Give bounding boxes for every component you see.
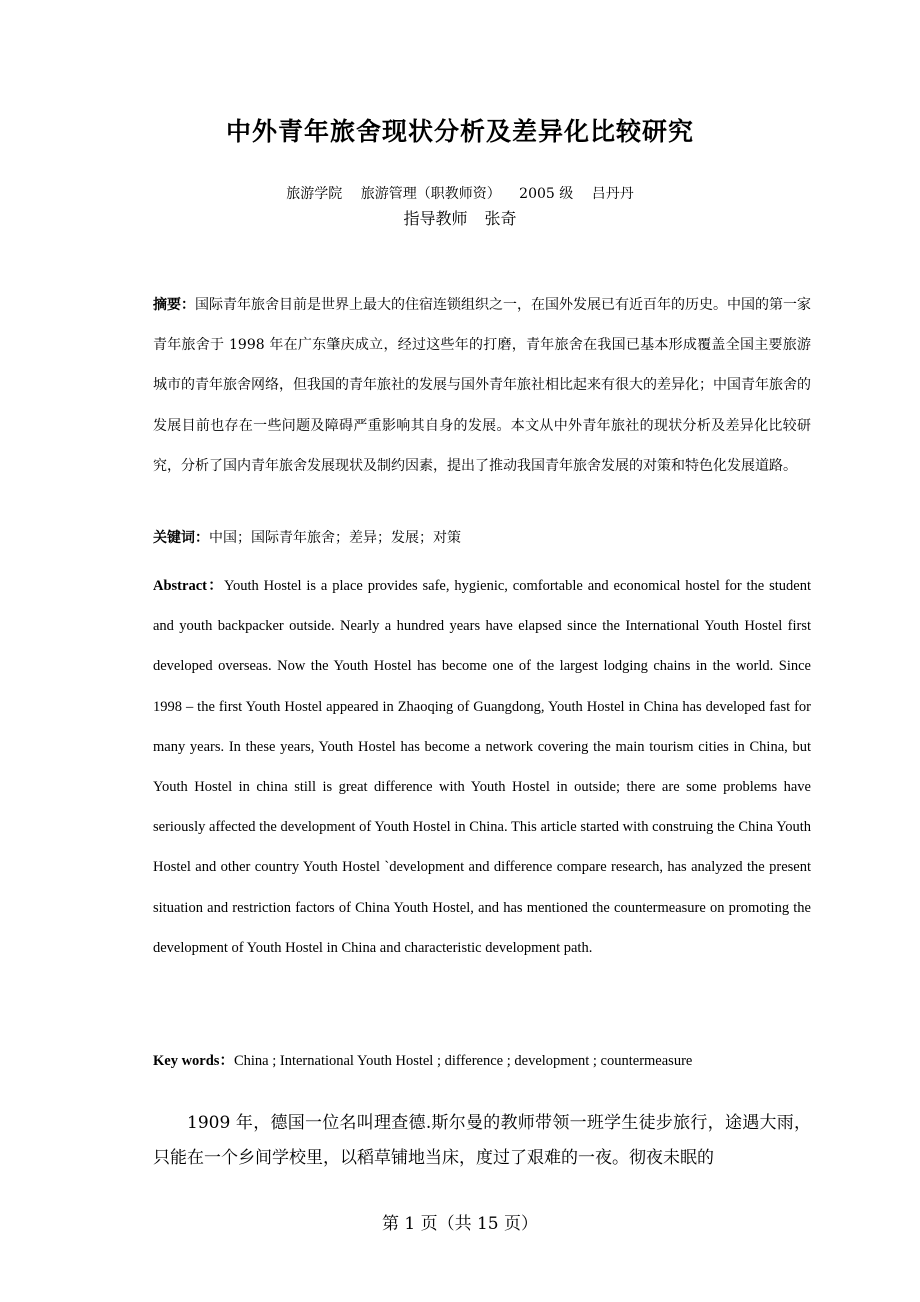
author-line [0,184,920,204]
body-paragraph: 1909 年，德国一位名叫理查德.斯尔曼的教师带领一班学生徒步旅行，途遇大雨，只能在一个乡间学校里，以稻草铺地当床，度过了艰难的一夜。彻夜未眠的 [153,1113,811,1168]
advisor-name: 张奇 [484,209,517,228]
keywords-en-text: China ; International Youth Hostel ; difference ; development ; countermeasure [233,1053,693,1069]
author-grade: 2005 级 [519,186,574,202]
advisor-line [0,208,920,230]
abstract-cn-label: 摘要： [153,297,195,313]
keywords-en-label: Key words： [153,1053,234,1069]
author-name: 吕丹丹 [591,186,634,202]
page-title: 中外青年旅舍现状分析及差异化比较研究 [225,117,694,146]
page-footer: 第 1 页（共 15 页） [381,1214,539,1234]
abstract-en-text: Youth Hostel is a place provides safe, hygienic, comfortable and economical hostel for the student and youth backpacker outside. Nearly a hundred years have elapsed since the International Youth Hostel first developed overseas. Now the Youth Hostel has become one of the largest lodging chains in the world. Since 1998 – the first Youth Hostel appeared in Zhaoqing of Guangdong, Youth Hostel in China has developed fast for many years. In these years, Youth Hostel has become a network covering the main tourism cities in China, but Youth Hostel in china still is great difference with Youth Hostel in outside; there are some problems have seriously affected the development of Youth Hostel in China. This article started with construing the China Youth Hostel and other country Youth Hostel `development and difference compare research, has analyzed the present situation and restriction factors of China Youth Hostel, and has mentioned the countermeasure on promoting the development of Youth Hostel in China and characteristic development path. [153,578,811,956]
keywords-cn-label: 关键词： [153,530,209,546]
abstract-cn-text: 国际青年旅舍目前是世界上最大的住宿连锁组织之一，在国外发展已有近百年的历史。中国的第一家青年旅舍于 1998 年在广东肇庆成立，经过这些年的打磨，青年旅舍在我国已基本形成覆盖全国主要旅游城市的青年旅舍网络，但我国的青年旅社的发展与国外青年旅社相比起来有很大的差异化；中国青年旅舍的发展目前也存在一些问题及障碍严重影响其自身的发展。本文从中外青年旅社的现状分析及差异化比较研究，分析了国内青年旅舍发展现状及制约因素，提出了推动我国青年旅舍发展的对策和特色化发展道路。 [153,297,811,474]
advisor-label: 指导教师 [403,209,468,228]
keywords-cn-text: 中国；国际青年旅舍；差异；发展；对策 [209,530,461,546]
author-major: 旅游管理（职教师资） [360,186,501,202]
abstract-chinese [153,285,811,486]
keywords-chinese [153,526,811,550]
keywords-english [153,1049,813,1073]
author-college: 旅游学院 [286,186,343,202]
abstract-en-label: Abstract： [153,578,224,594]
abstract-english [153,566,811,968]
